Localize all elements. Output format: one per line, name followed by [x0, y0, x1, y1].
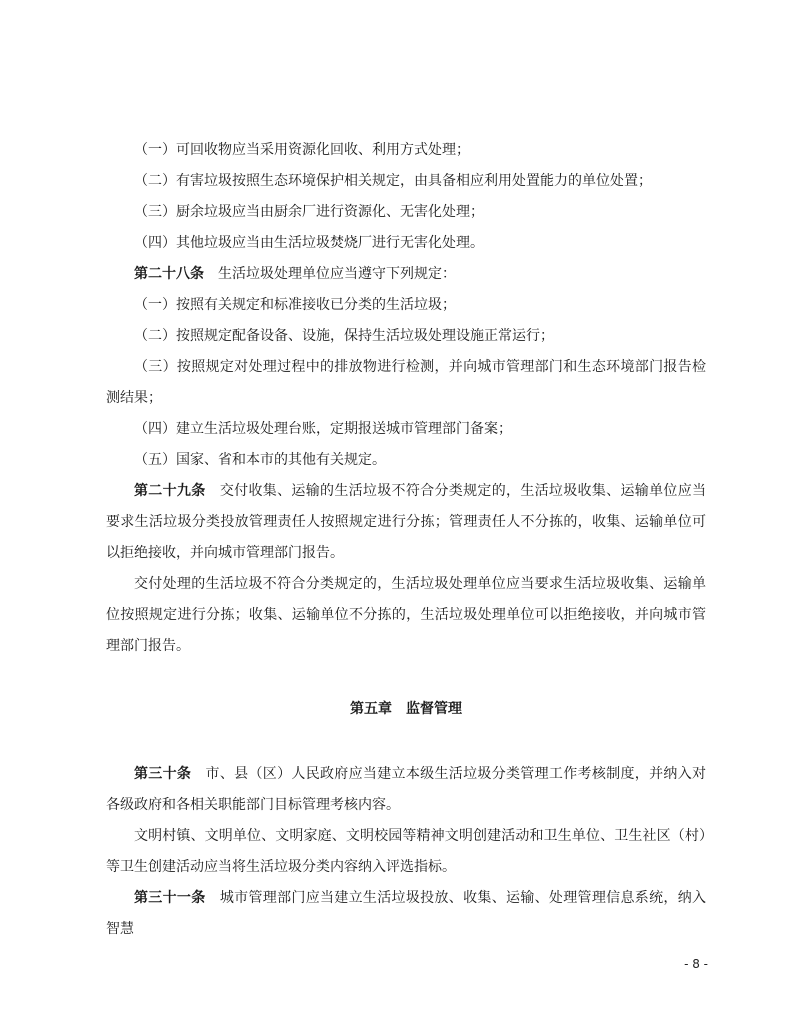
paragraph: （五）国家、省和本市的其他有关规定。 [134, 452, 386, 468]
paragraph: （三）按照规定对处理过程中的排放物进行检测，并向城市管理部门和生态环境部门报告检测结果； [106, 359, 706, 406]
article-paragraph [106, 759, 706, 821]
article-heading: 第二十八条 [134, 266, 204, 282]
chapter-title [106, 694, 706, 725]
article-paragraph [106, 259, 706, 290]
article-paragraph [106, 476, 706, 569]
paragraph: （四）建立生活垃圾处理台账，定期报送城市管理部门备案； [134, 421, 512, 437]
article-heading: 第三十条 [134, 766, 192, 782]
paragraph: （四）其他垃圾应当由生活垃圾焚烧厂进行无害化处理。 [134, 235, 484, 251]
article-text: 生活垃圾处理单位应当遵守下列规定： [218, 266, 456, 282]
chapter-number: 第五章 [350, 701, 392, 717]
article-heading: 第二十九条 [134, 483, 206, 499]
paragraph: （三）厨余垃圾应当由厨余厂进行资源化、无害化处理； [134, 204, 484, 220]
article-text: 交付收集、运输的生活垃圾不符合分类规定的，生活垃圾收集、运输单位应当要求生活垃圾分类投放管理责任人按照规定进行分拣；管理责任人不分拣的，收集、运输单位可以拒绝接收，并向城市管理部门报告。 [106, 483, 707, 561]
paragraph: （一）可回收物应当采用资源化回收、利用方式处理； [134, 142, 470, 158]
chapter-name: 监督管理 [406, 701, 462, 717]
article-text: 市、县（区）人民政府应当建立本级生活垃圾分类管理工作考核制度，并纳入对各级政府和各相关职能部门目标管理考核内容。 [106, 766, 707, 813]
article-paragraph [106, 883, 706, 945]
page-number: - 8 - [684, 957, 708, 971]
paragraph: 文明村镇、文明单位、文明家庭、文明校园等精神文明创建活动和卫生单位、卫生社区（村）等卫生创建活动应当将生活垃圾分类内容纳入评选指标。 [106, 828, 706, 875]
article-text: 城市管理部门应当建立生活垃圾投放、收集、运输、处理管理信息系统，纳入智慧 [106, 890, 707, 937]
article-heading: 第三十一条 [134, 890, 206, 906]
paragraph: 交付处理的生活垃圾不符合分类规定的，生活垃圾处理单位应当要求生活垃圾收集、运输单位按照规定进行分拣；收集、运输单位不分拣的，生活垃圾处理单位可以拒绝接收，并向城市管理部门报告。 [106, 576, 706, 654]
paragraph: （二）有害垃圾按照生态环境保护相关规定，由具备相应利用处置能力的单位处置； [134, 173, 652, 189]
document-body [106, 135, 706, 945]
paragraph: （二）按照规定配备设备、设施，保持生活垃圾处理设施正常运行； [134, 328, 554, 344]
paragraph: （一）按照有关规定和标准接收已分类的生活垃圾； [134, 297, 456, 313]
